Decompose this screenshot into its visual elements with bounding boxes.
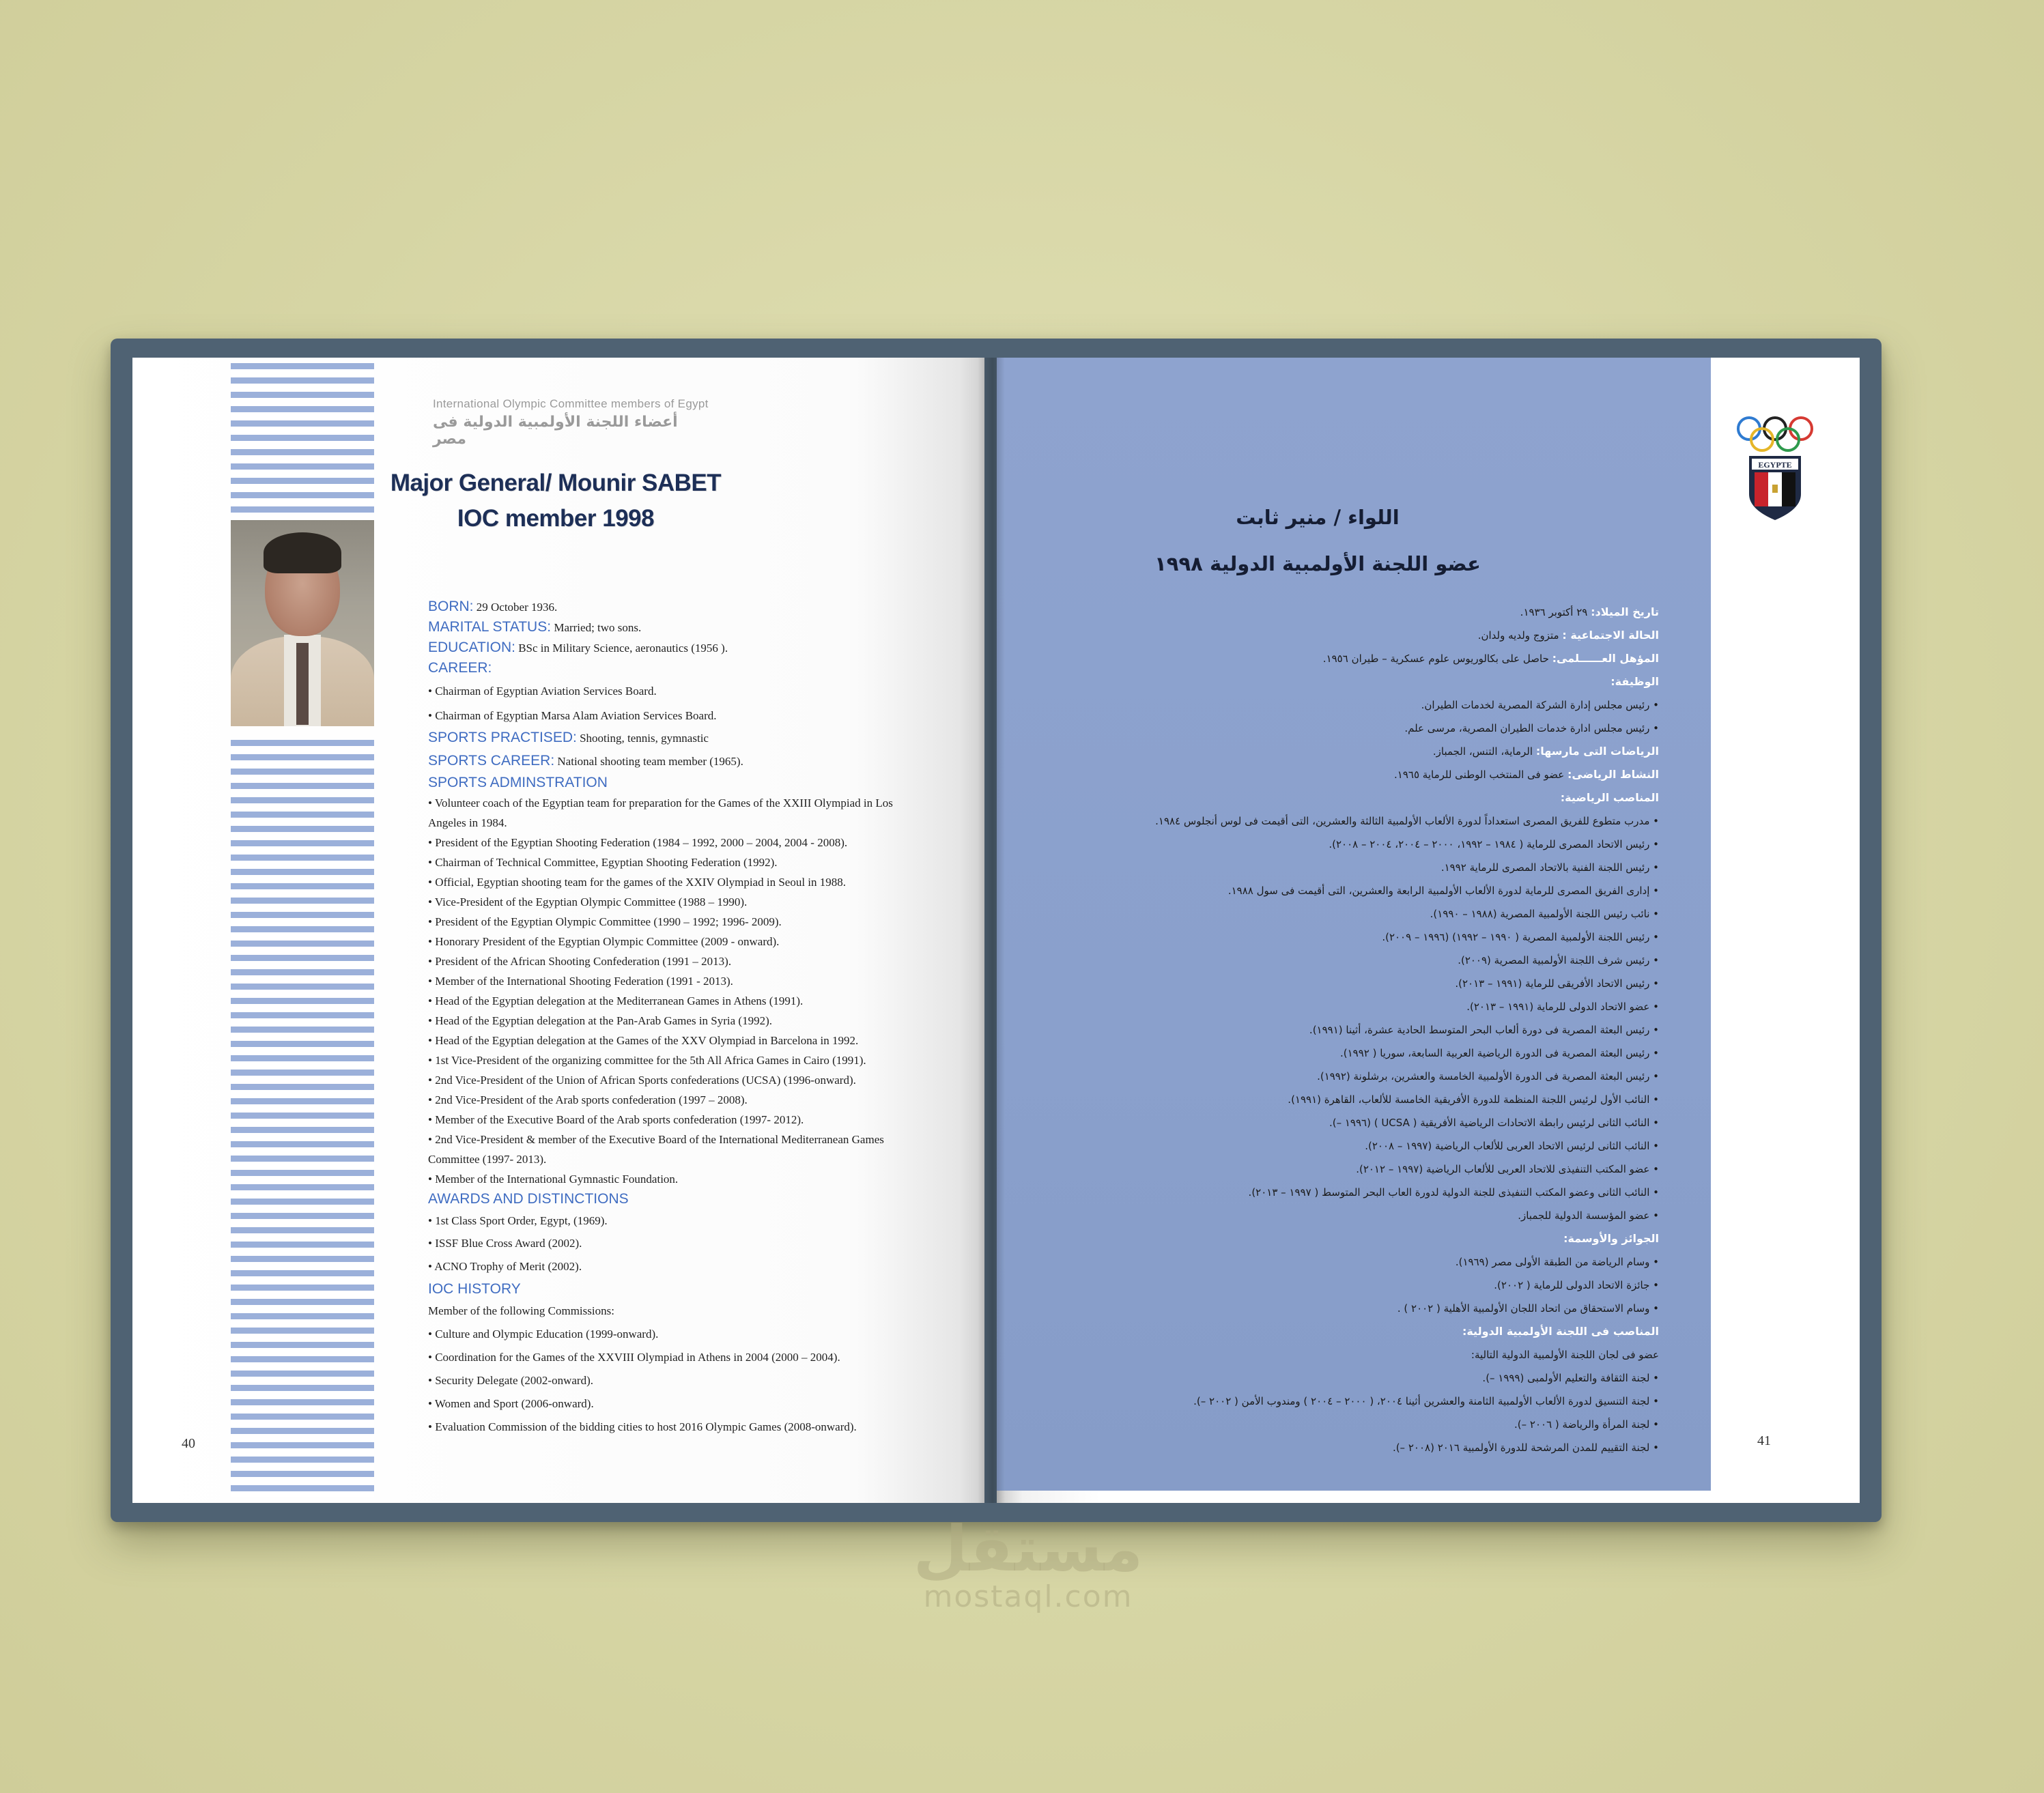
biography-ar bbox=[1065, 601, 1659, 1459]
position-item-ar: • النائب الثانى لرئيس الاتحاد العربى للألعاب الرياضية (١٩٩٧ – ٢٠٠٨). bbox=[1365, 1140, 1659, 1152]
sports-admin-item: • President of the Egyptian Olympic Committee (1990 – 1992; 1996- 2009). bbox=[428, 915, 782, 928]
sports-admin-item: • 2nd Vice-President & member of the Executive Board of the International Mediterranean Games Committee (1997- 2013). bbox=[428, 1133, 884, 1166]
sports-practised-value: Shooting, tennis, gymnastic bbox=[580, 732, 709, 745]
sports-admin-item: • Vice-President of the Egyptian Olympic Committee (1988 – 1990). bbox=[428, 895, 748, 908]
born-label: BORN: bbox=[428, 599, 474, 614]
watermark bbox=[898, 1512, 1158, 1614]
edu-value-ar: حاصل على بكالوريوس علوم عسكرية – طيران ١٩٥٦. bbox=[1322, 652, 1549, 665]
position-item-ar: • رئيس اللجنة الفنية بالاتحاد المصرى للرماية ١٩٩٢. bbox=[1440, 861, 1659, 874]
position-item-ar: • إدارى الفريق المصرى للرماية لدورة الألعاب الأولمبية الرابعة والعشرين، التى أقيمت فى سول ١٩٨٨. bbox=[1227, 885, 1659, 897]
book-spine-shadow bbox=[978, 358, 1005, 1503]
title-name: Major General/ Mounir SABET bbox=[390, 470, 722, 496]
position-item-ar: • نائب رئيس اللجنة الأولمبية المصرية (١٩٨٨ – ١٩٩٠). bbox=[1430, 908, 1659, 920]
award-item-ar: • وسام الرياضة من الطبقة الأولى مصر (١٩٦٩). bbox=[1455, 1256, 1659, 1268]
sports-admin-item: • President of the Egyptian Shooting Federation (1984 – 1992, 2000 – 2004, 2004 - 2008). bbox=[428, 836, 848, 849]
page-title-ar bbox=[1092, 494, 1543, 587]
ioc-label-ar: المناصب فى اللجنة الأولمبية الدولية: bbox=[1462, 1325, 1659, 1338]
education-label: EDUCATION: bbox=[428, 640, 515, 655]
ioc-item: • Evaluation Commission of the bidding cities to host 2016 Olympic Games (2008-onward). bbox=[428, 1420, 857, 1433]
position-item-ar: • رئيس البعثة المصرية فى الدورة الرياضية العربية السابعة، سوريا ( ١٩٩٢). bbox=[1339, 1047, 1659, 1059]
position-item-ar: • رئيس البعثة المصرية فى الدورة الأولمبية الخامسة والعشرين، برشلونة (١٩٩٢). bbox=[1317, 1070, 1659, 1082]
sports-admin-item: • Member of the International Shooting Federation (1991 - 2013). bbox=[428, 975, 733, 988]
positions-label-ar: المناصب الرياضية: bbox=[1560, 791, 1659, 804]
position-item-ar: • رئيس اللجنة الأولمبية المصرية ( ١٩٩٠ – ١٩٩٢) (١٩٩٦ – ٢٠٠٩). bbox=[1382, 931, 1659, 943]
birth-label-ar: تاريخ الميلاد: bbox=[1591, 605, 1659, 618]
running-header-en: International Olympic Committee members of Egypt bbox=[433, 397, 709, 410]
edu-label-ar: المؤهل العــــــلمى: bbox=[1552, 652, 1659, 665]
sports-value-ar: الرماية، التنس، الجمباز. bbox=[1432, 745, 1533, 758]
sports-career-value: National shooting team member (1965). bbox=[557, 755, 743, 768]
sports-admin-item: • Official, Egyptian shooting team for the games of the XXIV Olympiad in Seoul in 1988. bbox=[428, 876, 847, 889]
page-number-right: 41 bbox=[1757, 1433, 1771, 1448]
sports-admin-item: • President of the African Shooting Confederation (1991 – 2013). bbox=[428, 955, 732, 968]
job-label-ar: الوظيفة: bbox=[1610, 675, 1659, 688]
sports-admin-label: SPORTS ADMINSTRATION bbox=[428, 775, 608, 790]
ioc-item: • Coordination for the Games of the XXVIII Olympiad in Athens in 2004 (2000 – 2004). bbox=[428, 1351, 840, 1364]
sports-admin-item: • 2nd Vice-President of the Union of African Sports confederations (UCSA) (1996-onward). bbox=[428, 1074, 856, 1087]
social-label-ar: الحالة الاجتماعية : bbox=[1562, 629, 1659, 642]
position-item-ar: • مدرب متطوع للفريق المصرى استعداداً لدورة الألعاب الأولمبية الثالثة والعشرين، التى أقيمت فى لوس أنجلوس ١٩٨٤. bbox=[1155, 815, 1659, 827]
position-item-ar: • رئيس البعثة المصرية فى دورة ألعاب البحر المتوسط الحادية عشرة، أثينا (١٩٩١). bbox=[1309, 1024, 1659, 1036]
sports-admin-item: • 1st Vice-President of the organizing committee for the 5th All Africa Games in Cairo (1991). bbox=[428, 1054, 866, 1067]
watermark-url: mostaql.com bbox=[923, 1579, 1133, 1614]
awards-label: AWARDS AND DISTINCTIONS bbox=[428, 1191, 629, 1207]
job-item-ar: • رئيس مجلس إدارة الشركة المصرية لخدمات الطيران. bbox=[1421, 699, 1659, 711]
open-book bbox=[111, 339, 1882, 1522]
social-value-ar: متزوج ولديه ولدان. bbox=[1477, 629, 1559, 642]
born-value: 29 October 1936. bbox=[476, 601, 558, 614]
career-item: • Chairman of Egyptian Aviation Services Board. bbox=[428, 685, 657, 698]
position-item-ar: • رئيس الاتحاد المصرى للرماية ( ١٩٨٤ – ١٩٩٢، ٢٠٠٠ – ٢٠٠٤، ٢٠٠٤ – ٢٠٠٨). bbox=[1329, 838, 1659, 850]
sports-admin-item: • Head of the Egyptian delegation at the Games of the XXV Olympiad in Barcelona in 1992. bbox=[428, 1034, 859, 1047]
decorative-stripes-top bbox=[231, 363, 374, 513]
ioc-item: • Security Delegate (2002-onward). bbox=[428, 1374, 593, 1387]
biography-en bbox=[428, 597, 961, 1439]
sports-admin-item: • Chairman of Technical Committee, Egyptian Shooting Federation (1992). bbox=[428, 856, 778, 869]
marital-label: MARITAL STATUS: bbox=[428, 619, 552, 635]
sports-admin-item: • Member of the Executive Board of the Arab sports confederation (1997- 2012). bbox=[428, 1113, 804, 1126]
position-item-ar: • عضو المكتب التنفيذى للاتحاد العربى للألعاب الرياضية (١٩٩٧ – ٢٠١٢). bbox=[1356, 1163, 1659, 1175]
ioc-item: • Culture and Olympic Education (1999-onward). bbox=[428, 1328, 659, 1340]
logo-text: EGYPTE bbox=[1758, 460, 1792, 470]
sports-admin-item: • Member of the International Gymnastic Foundation. bbox=[428, 1173, 679, 1186]
egypt-olympic-logo bbox=[1734, 414, 1816, 523]
position-item-ar: • عضو الاتحاد الدولى للرماية (١٩٩١ – ٢٠١٣). bbox=[1466, 1001, 1659, 1013]
career-label: CAREER: bbox=[428, 660, 492, 676]
position-item-ar: • عضو المؤسسة الدولية للجمباز. bbox=[1518, 1209, 1659, 1222]
decorative-stripes-bottom bbox=[231, 740, 374, 1497]
sports-label-ar: الرياضات التى مارسها: bbox=[1535, 745, 1659, 758]
ioc-intro-ar: عضو فى لجان اللجنة الأولمبية الدولية التالية: bbox=[1471, 1349, 1659, 1361]
left-page bbox=[132, 358, 984, 1503]
ioc-item-ar: • لجنة التنسيق لدورة الألعاب الأولمبية الثامنة والعشرين أثينا ٢٠٠٤، ( ٢٠٠٠ – ٢٠٠٤ ) ومندوب الأمن ( ٢٠٠٢ –). bbox=[1193, 1395, 1659, 1407]
running-header-ar: أعضاء اللجنة الأولمبية الدولية فى مصر bbox=[433, 414, 678, 448]
sports-admin-item: • Head of the Egyptian delegation at the Pan-Arab Games in Syria (1992). bbox=[428, 1014, 772, 1027]
sports-admin-item: • 2nd Vice-President of the Arab sports confederation (1997 – 2008). bbox=[428, 1093, 748, 1106]
title-ioc-member-ar: عضو اللجنة الأولمبية الدولية ١٩٩٨ bbox=[1154, 552, 1481, 575]
page-number-left: 40 bbox=[182, 1436, 195, 1451]
ioc-history-label: IOC HISTORY bbox=[428, 1281, 521, 1297]
birth-value-ar: ٢٩ أكتوبر ١٩٣٦. bbox=[1520, 606, 1588, 618]
sports-admin-item: • Volunteer coach of the Egyptian team for preparation for the Games of the XXIII Olympiad in Los Angeles in 1984. bbox=[428, 797, 893, 829]
ioc-item-ar: • لجنة المرأة والرياضة ( ٢٠٠٦ –). bbox=[1514, 1418, 1659, 1431]
education-value: BSc in Military Science, aeronautics (1956 ). bbox=[518, 642, 728, 655]
award-item-ar: • جائزة الاتحاد الدولى للرماية ( ٢٠٠٢). bbox=[1494, 1279, 1659, 1291]
position-item-ar: • رئيس الاتحاد الأفريقى للرماية (١٩٩١ – ٢٠١٣). bbox=[1455, 977, 1659, 990]
watermark-logo-text: مستقل bbox=[913, 1512, 1144, 1586]
page-title bbox=[365, 465, 747, 536]
award-item-ar: • وسام الاستحقاق من اتحاد اللجان الأولمبية الأهلية ( ٢٠٠٢ ) . bbox=[1397, 1302, 1659, 1315]
positions-list-ar bbox=[1065, 809, 1659, 1227]
sports-admin-item: • Honorary President of the Egyptian Olympic Committee (2009 - onward). bbox=[428, 935, 780, 948]
ioc-item-ar: • لجنة التقييم للمدن المرشحة للدورة الأولمبية ٢٠١٦ (٢٠٠٨ –). bbox=[1392, 1441, 1659, 1454]
sports-career-label: SPORTS CAREER: bbox=[428, 753, 555, 769]
sports-admin-list bbox=[428, 793, 961, 1189]
marital-value: Married; two sons. bbox=[554, 621, 642, 634]
title-name-ar: اللواء / منير ثابت bbox=[1236, 506, 1400, 529]
ioc-item: • Women and Sport (2006-onward). bbox=[428, 1397, 594, 1410]
activity-label-ar: النشاط الرياضى: bbox=[1567, 768, 1659, 781]
activity-value-ar: عضو فى المنتخب الوطنى للرماية ١٩٦٥. bbox=[1394, 769, 1565, 781]
position-item-ar: • رئيس شرف اللجنة الأولمبية المصرية (٢٠٠٩). bbox=[1458, 954, 1659, 966]
title-ioc-member: IOC member 1998 bbox=[457, 505, 655, 532]
sports-practised-label: SPORTS PRACTISED: bbox=[428, 730, 577, 745]
ioc-intro: Member of the following Commissions: bbox=[428, 1304, 614, 1317]
award-item: • ISSF Blue Cross Award (2002). bbox=[428, 1237, 582, 1250]
ioc-item-ar: • لجنة الثقافة والتعليم الأولمبى (١٩٩٩ –). bbox=[1482, 1372, 1659, 1384]
position-item-ar: • النائب الثانى وعضو المكتب التنفيذى للجنة الدولية لدورة العاب البحر المتوسط ( ١٩٩٧ – ٢٠١٣). bbox=[1248, 1186, 1659, 1199]
position-item-ar: • النائب الأول لرئيس اللجنة المنظمة للدورة الأفريقية الخامسة للألعاب، القاهرة (١٩٩١). bbox=[1288, 1093, 1659, 1106]
job-item-ar: • رئيس مجلس ادارة خدمات الطيران المصرية، مرسى علم. bbox=[1404, 722, 1659, 734]
portrait-photo bbox=[231, 520, 374, 726]
award-item: • 1st Class Sport Order, Egypt, (1969). bbox=[428, 1214, 608, 1227]
awards-label-ar: الجوائز والأوسمة: bbox=[1563, 1232, 1659, 1245]
position-item-ar: • النائب الثانى لرئيس رابطة الاتحادات الرياضية الأفريقية ( UCSA ) (١٩٩٦ –). bbox=[1329, 1117, 1659, 1129]
career-item: • Chairman of Egyptian Marsa Alam Aviation Services Board. bbox=[428, 709, 717, 722]
right-page bbox=[997, 358, 1860, 1503]
award-item: • ACNO Trophy of Merit (2002). bbox=[428, 1260, 582, 1273]
sports-admin-item: • Head of the Egyptian delegation at the Mediterranean Games in Athens (1991). bbox=[428, 994, 804, 1007]
